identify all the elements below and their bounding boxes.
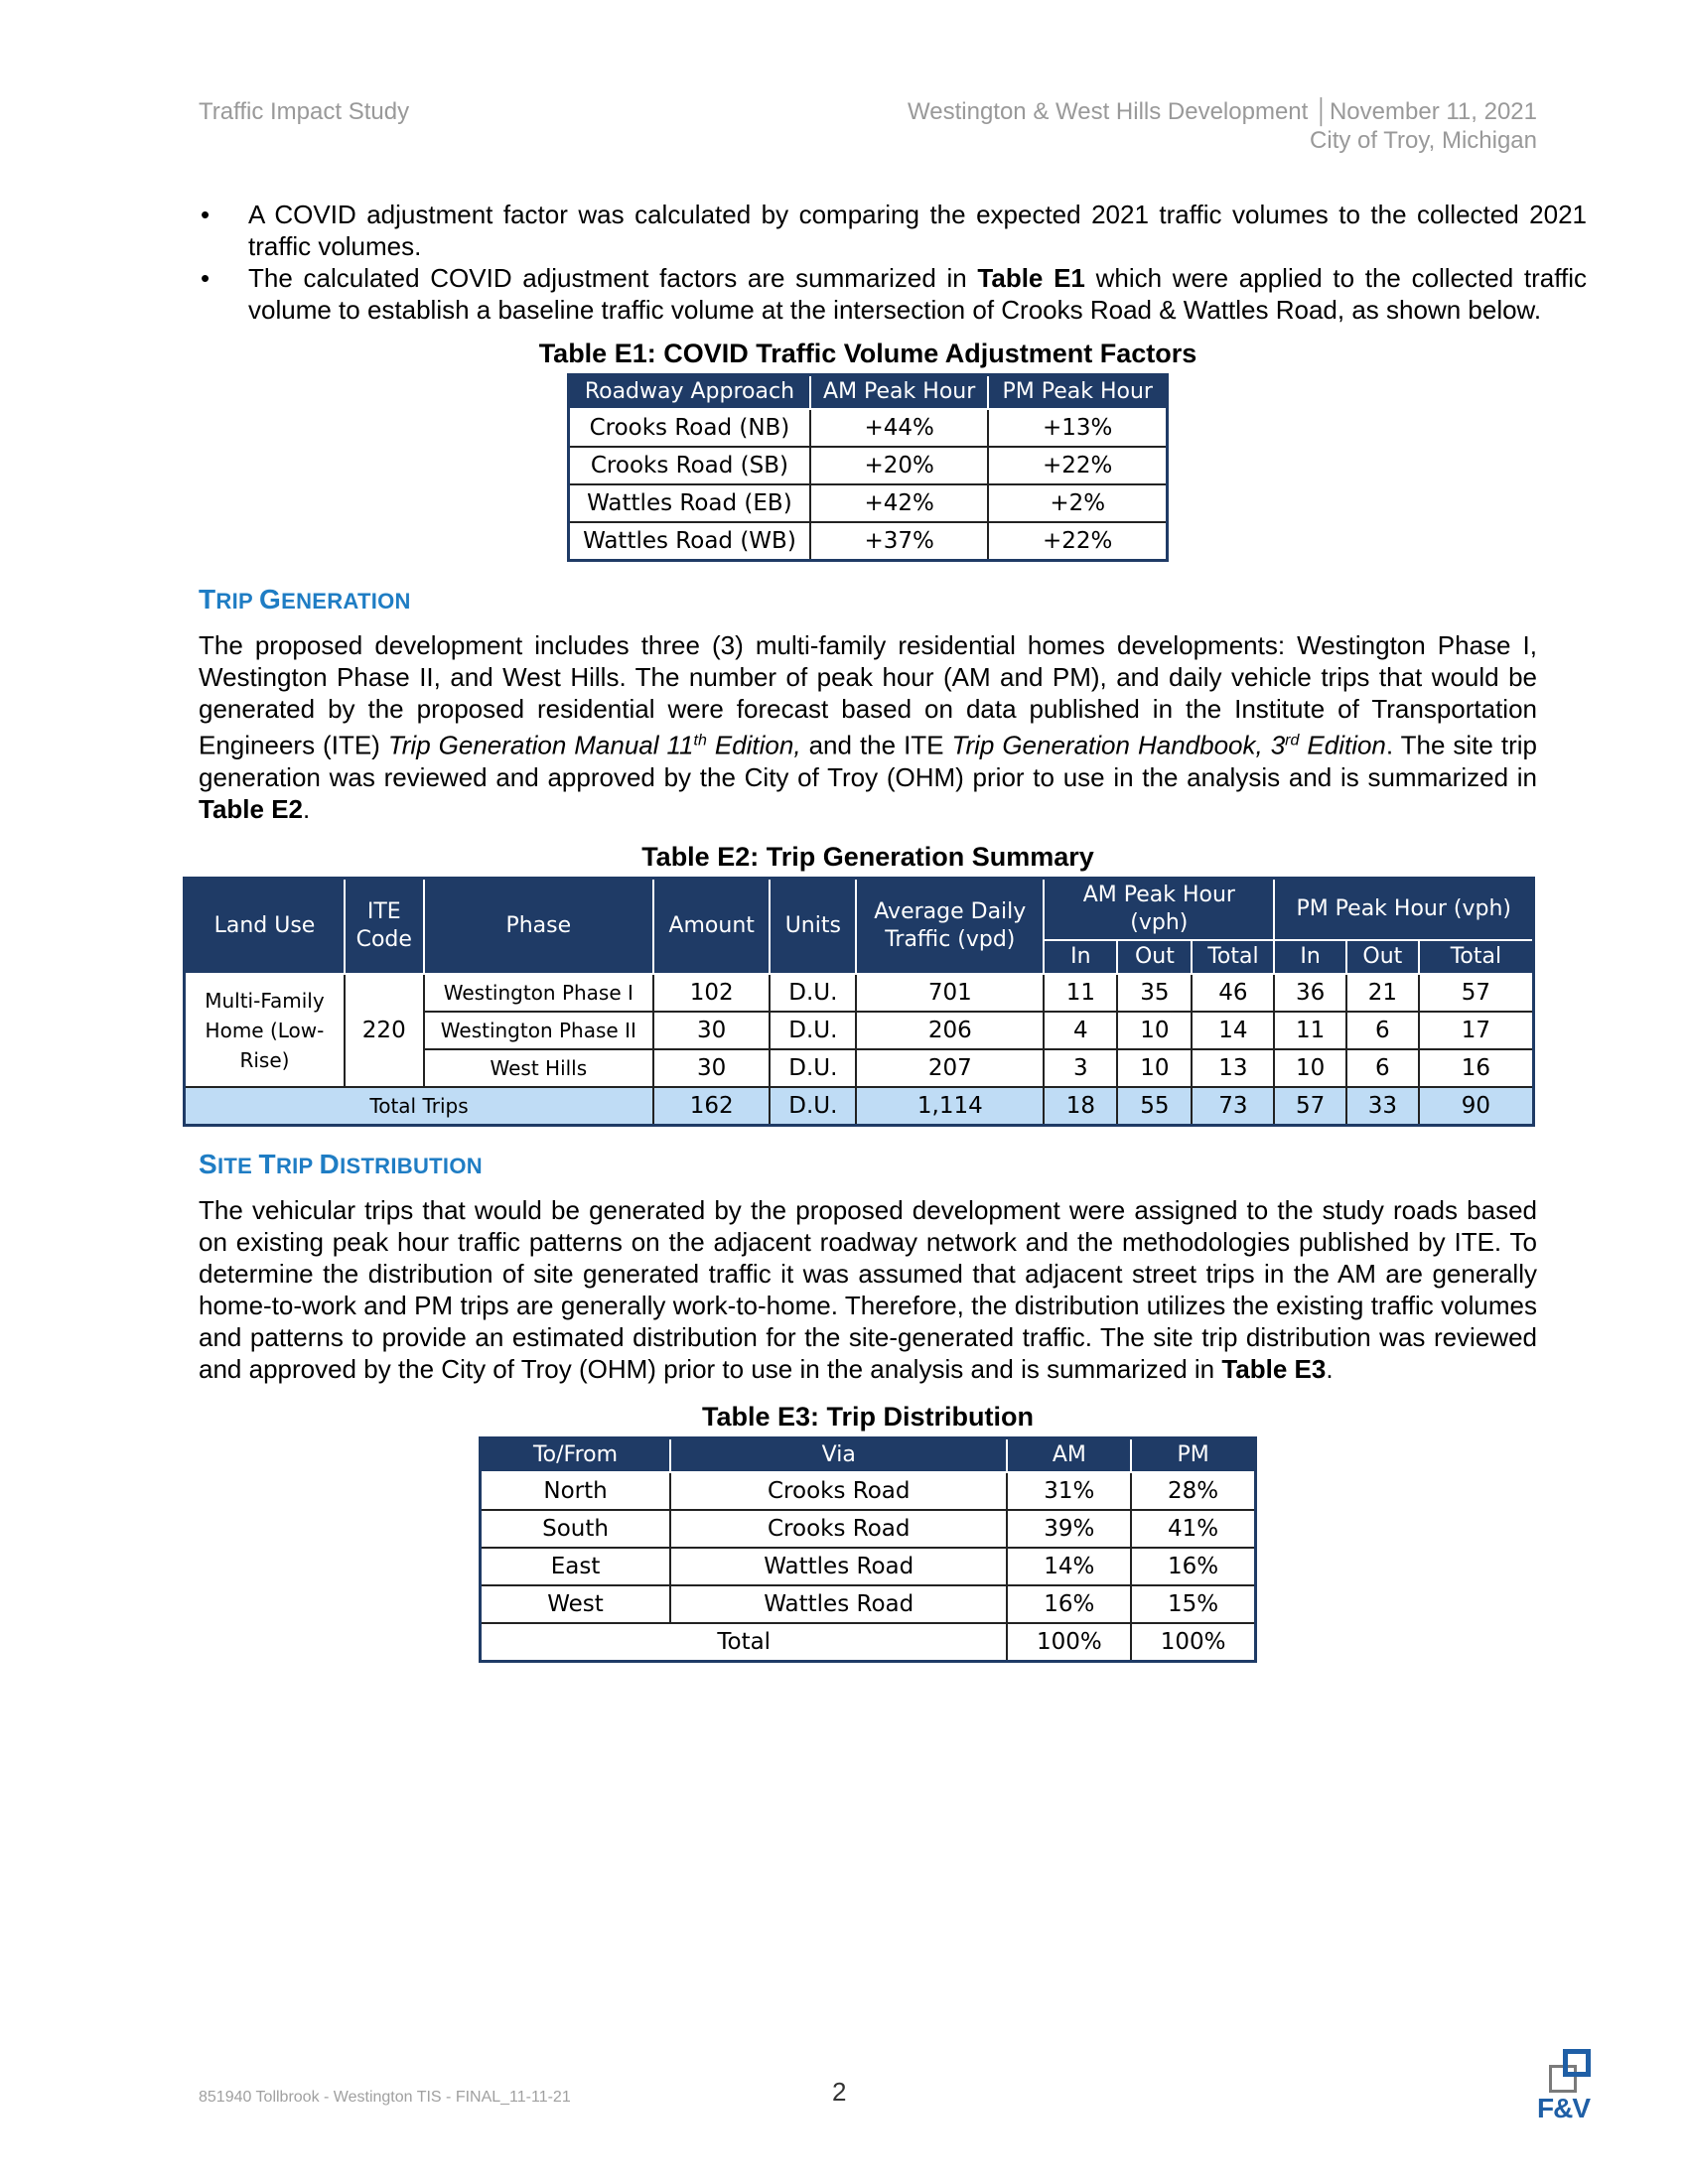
col-header: Via	[670, 1437, 1007, 1472]
heading-smallcaps: ENERATION	[281, 589, 411, 614]
text-run: and the ITE	[800, 730, 952, 760]
text-italic: Edition	[1299, 730, 1386, 760]
table-cell: Crooks Road	[670, 1472, 1007, 1510]
heading-smallcaps: ISTRIBUTION	[340, 1153, 483, 1178]
header-project-date: Westington & West Hills Development │November 11, 2021	[908, 98, 1537, 125]
table-cell: Wattles Road	[670, 1585, 1007, 1623]
bullet-text-post: which were applied to the collected traffic volume to establish a baseline traffic volume at the intersection of Crooks Road & Wattles Road, as shown below.	[248, 263, 1587, 325]
table-cell: +22%	[988, 522, 1167, 561]
table-cell: 30	[653, 1049, 770, 1087]
table-cell: +2%	[988, 484, 1167, 522]
bullet-item	[201, 199, 1587, 262]
header-title: Traffic Impact Study	[199, 98, 410, 125]
text-run: . The site trip generation was reviewed and approved by the City of Troy (OHM) prior to use in the analysis and is summarized in	[199, 730, 1537, 792]
table-cell: D.U.	[770, 1049, 856, 1087]
table-cell: 102	[653, 974, 770, 1012]
table-cell: Wattles Road	[670, 1548, 1007, 1585]
col-header: Roadway Approach	[569, 375, 810, 410]
table-cell: 41%	[1131, 1510, 1255, 1548]
table-cell: 6	[1346, 1049, 1419, 1087]
col-header-am-out: Out	[1117, 940, 1192, 974]
table-cell: 10	[1117, 1012, 1192, 1049]
table-header-row	[185, 878, 1534, 940]
table-cell: 55	[1117, 1087, 1192, 1126]
col-header-adt: Average Daily Traffic (vpd)	[856, 878, 1044, 974]
table-cell: Crooks Road	[670, 1510, 1007, 1548]
table-cell: Wattles Road (EB)	[569, 484, 810, 522]
col-header-am-total: Total	[1192, 940, 1274, 974]
total-label-cell: Total Trips	[185, 1087, 654, 1126]
site-trip-paragraph	[199, 1194, 1537, 1385]
table-ref: Table E2	[199, 793, 304, 824]
table-e2-caption: Table E2: Trip Generation Summary	[641, 841, 1094, 872]
table-cell: +37%	[810, 522, 989, 561]
table-cell: 36	[1274, 974, 1345, 1012]
table-cell: 207	[856, 1049, 1044, 1087]
bullet-text: A COVID adjustment factor was calculated by comparing the expected 2021 traffic volumes to the collected 2021 traffic volumes.	[248, 200, 1587, 261]
table-ref: Table E1	[977, 263, 1085, 293]
col-header: To/From	[481, 1437, 671, 1472]
table-header-row	[481, 1437, 1256, 1472]
table-cell: +20%	[810, 447, 989, 484]
table-cell: 10	[1274, 1049, 1345, 1087]
table-cell: +22%	[988, 447, 1167, 484]
table-cell: East	[481, 1548, 671, 1585]
bullet-text-pre: The calculated COVID adjustment factors are summarized in	[248, 263, 978, 293]
table-cell: Crooks Road (NB)	[569, 409, 810, 447]
trip-generation-paragraph	[199, 629, 1537, 825]
table-cell: 1,114	[856, 1087, 1044, 1126]
table-cell: 14%	[1007, 1548, 1131, 1585]
col-header-phase: Phase	[424, 878, 654, 974]
table-e1	[567, 373, 1169, 562]
page-number: 2	[832, 2077, 847, 2107]
table-cell: 14	[1192, 1012, 1274, 1049]
footer-document-id: 851940 Tollbrook - Westington TIS - FINAL_11-11-21	[199, 2089, 571, 2106]
table-cell: 30	[653, 1012, 770, 1049]
table-cell: 11	[1274, 1012, 1345, 1049]
col-header-units: Units	[770, 878, 856, 974]
col-header-pm-in: In	[1274, 940, 1345, 974]
table-cell: 18	[1044, 1087, 1117, 1126]
text-run: .	[1326, 1353, 1334, 1384]
table-row	[185, 974, 1534, 1012]
col-header-pm-total: Total	[1419, 940, 1534, 974]
table-cell: Crooks Road (SB)	[569, 447, 810, 484]
logo-text: F&V	[1537, 2093, 1590, 2123]
table-cell: D.U.	[770, 1087, 856, 1126]
col-header-amount: Amount	[653, 878, 770, 974]
table-cell: D.U.	[770, 974, 856, 1012]
table-cell: 90	[1419, 1087, 1534, 1126]
total-label-cell: Total	[481, 1623, 1008, 1662]
table-cell: 100%	[1131, 1623, 1255, 1662]
table-total-row	[185, 1087, 1534, 1126]
heading-initial: T	[199, 584, 216, 614]
table-cell: 100%	[1007, 1623, 1131, 1662]
table-row	[481, 1548, 1256, 1585]
heading-smallcaps: RIP	[275, 1153, 320, 1178]
bullet-list	[149, 199, 1587, 326]
table-e3	[479, 1436, 1257, 1663]
table-cell: West	[481, 1585, 671, 1623]
table-cell: 3	[1044, 1049, 1117, 1087]
table-cell: 31%	[1007, 1472, 1131, 1510]
header-project-info	[908, 97, 1537, 155]
table-cell: 57	[1419, 974, 1534, 1012]
table-cell: 16%	[1131, 1548, 1255, 1585]
text-run: .	[303, 793, 311, 824]
table-ref: Table E3	[1221, 1353, 1327, 1384]
table-cell: +44%	[810, 409, 989, 447]
col-header: PM Peak Hour	[988, 375, 1167, 410]
table-row	[569, 522, 1168, 561]
table-cell: 16%	[1007, 1585, 1131, 1623]
table-cell: +42%	[810, 484, 989, 522]
table-cell: 57	[1274, 1087, 1345, 1126]
table-cell: 39%	[1007, 1510, 1131, 1548]
table-e1-caption: Table E1: COVID Traffic Volume Adjustment Factors	[538, 339, 1197, 368]
table-total-row	[481, 1623, 1256, 1662]
table-cell: Westington Phase II	[424, 1012, 654, 1049]
text-run: The proposed development includes three (3) multi-family residential homes developments: Westington Phase I, Westington Phase II, and West Hills. The number of peak hour (AM and PM), and daily vehicle trips that would be generated by the proposed residential were forecast based on data published in the Institute of Transportation Engineers (ITE)	[199, 630, 1537, 760]
header-location: City of Troy, Michigan	[1310, 127, 1537, 154]
table-cell: 33	[1346, 1087, 1419, 1126]
table-row	[481, 1585, 1256, 1623]
table-cell: 13	[1192, 1049, 1274, 1087]
table-cell: 4	[1044, 1012, 1117, 1049]
bullet-icon: •	[201, 263, 211, 293]
table-cell: 10	[1117, 1049, 1192, 1087]
col-header-am: AM Peak Hour (vph)	[1044, 878, 1274, 940]
table-cell: Wattles Road (WB)	[569, 522, 810, 561]
text-italic: Edition,	[706, 730, 801, 760]
table-cell: 206	[856, 1012, 1044, 1049]
superscript: rd	[1285, 732, 1300, 749]
col-header-land-use: Land Use	[185, 878, 345, 974]
superscript: th	[693, 732, 707, 749]
table-cell: North	[481, 1472, 671, 1510]
table-cell: 73	[1192, 1087, 1274, 1126]
table-cell: 162	[653, 1087, 770, 1126]
table-cell: 17	[1419, 1012, 1534, 1049]
land-use-cell: Multi-Family Home (Low-Rise)	[185, 974, 345, 1087]
table-cell: 46	[1192, 974, 1274, 1012]
heading-initial: D	[319, 1148, 341, 1179]
table-cell: +13%	[988, 409, 1167, 447]
table-cell: Westington Phase I	[424, 974, 654, 1012]
table-cell: 6	[1346, 1012, 1419, 1049]
heading-initial: G	[259, 584, 282, 614]
col-header-pm: PM Peak Hour (vph)	[1274, 878, 1533, 940]
col-header-pm-out: Out	[1346, 940, 1419, 974]
table-row	[481, 1510, 1256, 1548]
table-cell: 16	[1419, 1049, 1534, 1087]
table-cell: South	[481, 1510, 671, 1548]
heading-smallcaps: RIP	[215, 589, 259, 614]
bullet-icon: •	[201, 200, 211, 229]
heading-initial: T	[258, 1148, 276, 1179]
text-italic: Trip Generation Manual 11	[387, 730, 694, 760]
section-heading-trip-generation	[199, 584, 1537, 615]
text-run: The vehicular trips that would be generated by the proposed development were assigned to the study roads based on existing peak hour traffic patterns on the adjacent roadway network and the methodologies published by ITE. To determine the distribution of site generated traffic it was assumed that adjacent street trips in the AM are generally home-to-work and PM trips are generally work-to-home. Therefore, the distribution utilizes the existing traffic volumes and patterns to provide an estimated distribution for the site-generated traffic. The site trip distribution was reviewed and approved by the City of Troy (OHM) prior to use in the analysis and is summarized in	[199, 1194, 1537, 1384]
heading-smallcaps: ITE	[216, 1153, 259, 1178]
table-cell: 701	[856, 974, 1044, 1012]
table-cell: 35	[1117, 974, 1192, 1012]
logo-square-front	[1563, 2049, 1591, 2077]
table-row	[569, 409, 1168, 447]
table-e3-caption: Table E3: Trip Distribution	[701, 1401, 1035, 1432]
page-content	[199, 199, 1587, 1663]
col-header: AM	[1007, 1437, 1131, 1472]
col-header-ite: ITE Code	[345, 878, 424, 974]
company-logo	[1537, 2049, 1611, 2122]
col-header: PM	[1131, 1437, 1255, 1472]
section-heading-site-trip-distribution	[199, 1149, 1537, 1180]
table-cell: 21	[1346, 974, 1419, 1012]
table-cell: West Hills	[424, 1049, 654, 1087]
bullet-item	[201, 262, 1587, 326]
table-e2	[183, 877, 1535, 1127]
table-cell: 15%	[1131, 1585, 1255, 1623]
table-row	[481, 1472, 1256, 1510]
table-cell: D.U.	[770, 1012, 856, 1049]
table-cell: 28%	[1131, 1472, 1255, 1510]
table-cell: 11	[1044, 974, 1117, 1012]
table-header-row	[569, 375, 1168, 410]
col-header-am-in: In	[1044, 940, 1117, 974]
col-header: AM Peak Hour	[810, 375, 989, 410]
text-italic: Trip Generation Handbook, 3	[951, 730, 1286, 760]
heading-initial: S	[199, 1148, 217, 1179]
ite-code-cell: 220	[345, 974, 424, 1087]
table-row	[569, 484, 1168, 522]
table-row	[569, 447, 1168, 484]
